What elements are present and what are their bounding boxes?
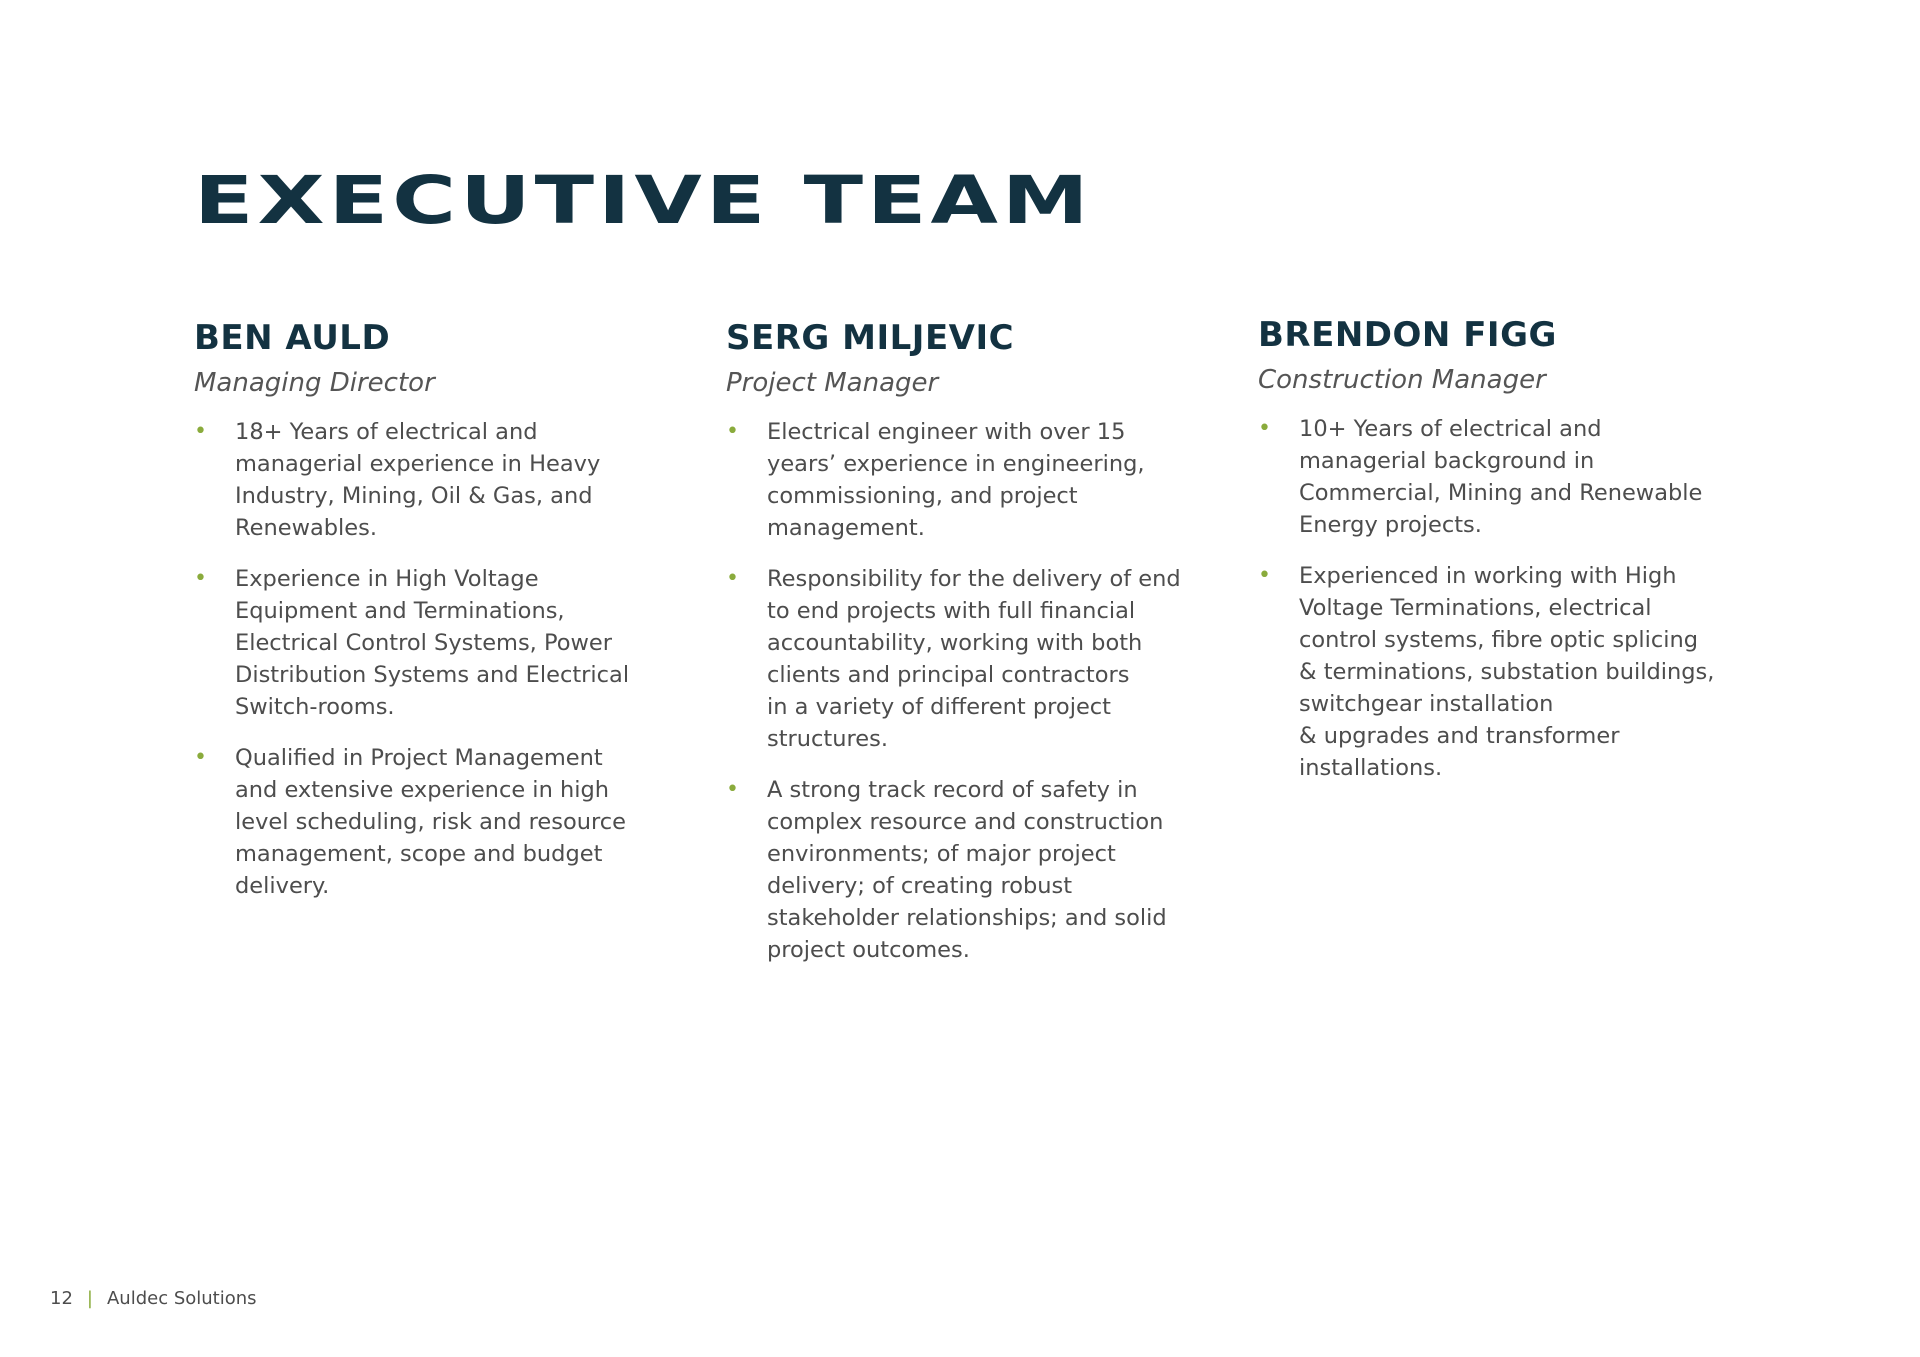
list-item (726, 774, 1246, 966)
bullet-text: Qualified in Project Management and extensive experience in high level scheduling, risk and resource management, scope and budget delivery. (235, 745, 626, 899)
member-role: Construction Manager (1258, 365, 1546, 395)
bullet-icon: • (194, 566, 207, 591)
bullet-text: Electrical engineer with over 15 years’ experience in engineering, commissioning, and project management. (767, 419, 1145, 541)
list-item (726, 416, 1246, 544)
bullet-text: 18+ Years of electrical and managerial experience in Heavy Industry, Mining, Oil & Gas, and Renewables. (235, 419, 601, 541)
bullet-text: Experience in High Voltage Equipment and Terminations, Electrical Control Systems, Power Distribution Systems and Electrical Switch-rooms. (235, 566, 630, 720)
bullet-list (194, 416, 714, 902)
list-item (1258, 560, 1778, 784)
list-item (194, 563, 714, 723)
bullet-list (726, 416, 1246, 966)
member-name: BEN AULD (194, 318, 391, 358)
member-role: Managing Director (194, 368, 435, 398)
footer-separator: | (86, 1288, 93, 1309)
list-item (194, 742, 714, 902)
team-member-brendon-figg (1258, 315, 1778, 803)
page-footer (50, 1287, 257, 1311)
member-name: BRENDON FIGG (1258, 315, 1557, 355)
bullet-icon: • (726, 566, 739, 591)
bullet-text: Experienced in working with High Voltage Terminations, electrical control systems, fibre optic splicing & terminations, substation buildings, switchgear installation & upgrades and transformer installations. (1299, 563, 1715, 781)
page-number: 12 (50, 1288, 73, 1309)
bullet-icon: • (1258, 416, 1271, 441)
bullet-icon: • (194, 745, 207, 770)
company-name: Auldec Solutions (106, 1288, 257, 1309)
team-member-ben-auld (194, 318, 714, 921)
bullet-icon: • (194, 419, 207, 444)
bullet-list (1258, 413, 1778, 784)
list-item (194, 416, 714, 544)
team-member-serg-miljevic (726, 318, 1246, 985)
list-item (1258, 413, 1778, 541)
bullet-icon: • (726, 419, 739, 444)
bullet-icon: • (726, 777, 739, 802)
bullet-text: 10+ Years of electrical and managerial background in Commercial, Mining and Renewable Energy projects. (1299, 416, 1703, 538)
bullet-icon: • (1258, 563, 1271, 588)
member-name: SERG MILJEVIC (726, 318, 1015, 358)
page-title: EXECUTIVE TEAM (194, 162, 1093, 239)
bullet-text: A strong track record of safety in complex resource and construction environments; of major project delivery; of creating robust stakeholder relationships; and solid project outcomes. (767, 777, 1167, 963)
member-role: Project Manager (726, 368, 939, 398)
list-item (726, 563, 1246, 755)
bullet-text: Responsibility for the delivery of end to end projects with full financial accountability, working with both clients and principal contractors in a variety of different project structures. (767, 566, 1181, 752)
